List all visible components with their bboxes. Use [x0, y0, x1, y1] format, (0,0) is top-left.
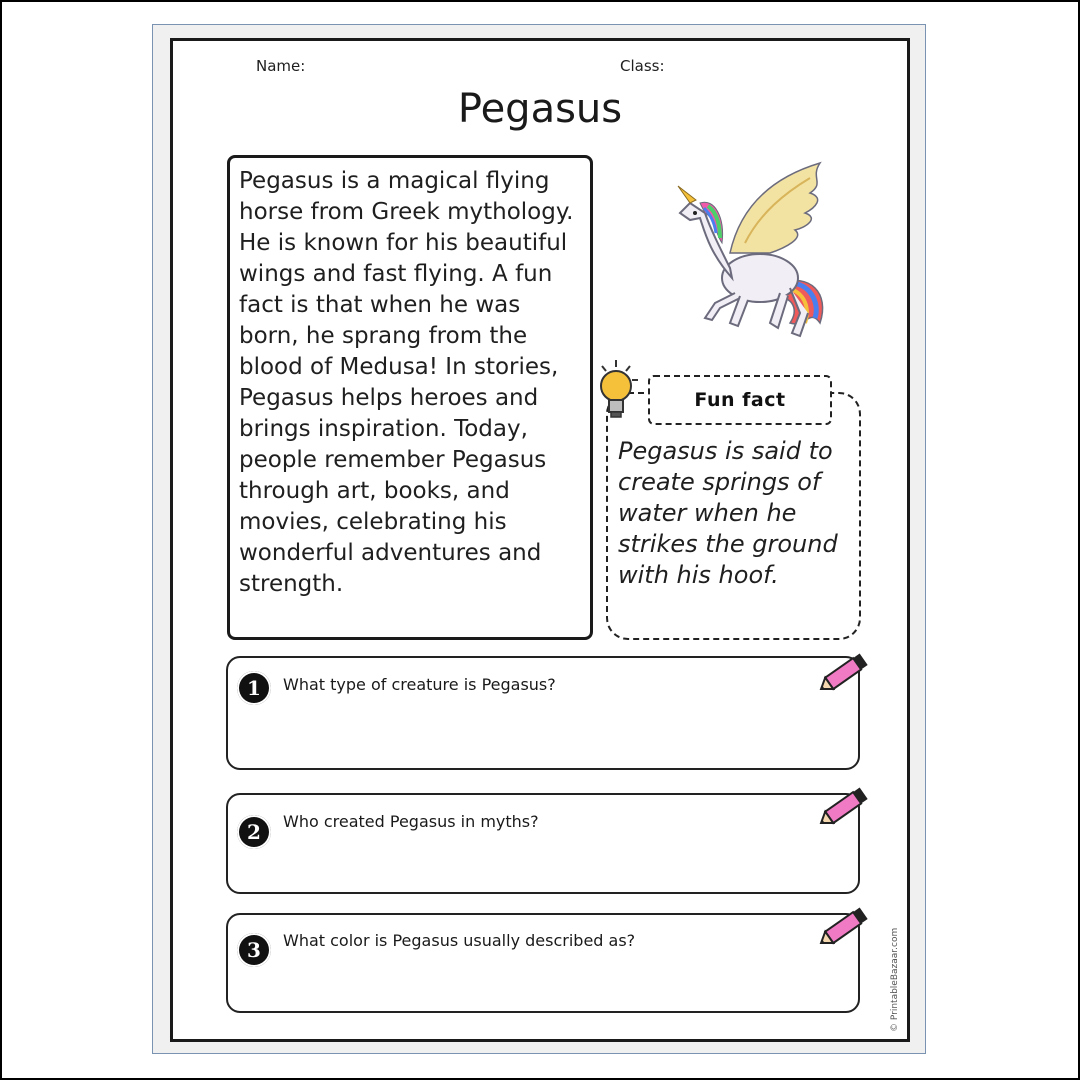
question-1-text: What type of creature is Pegasus? [283, 675, 556, 694]
name-label: Name: [256, 57, 306, 75]
question-3-answer-box[interactable] [226, 913, 860, 1013]
question-2-answer-box[interactable] [226, 793, 860, 894]
fun-fact-text: Pegasus is said to create springs of water when he strikes the ground with his hoof. [618, 437, 838, 589]
horn [678, 186, 696, 203]
class-label: Class: [620, 57, 665, 75]
question-1-number: 1 [237, 671, 271, 705]
question-2-number: 2 [237, 815, 271, 849]
lightbulb-icon [594, 358, 644, 422]
fun-fact-label: Fun fact [648, 375, 832, 425]
question-1-answer-box[interactable] [226, 656, 860, 770]
story-text: Pegasus is a magical flying horse from Greek mythology. He is known for his beautiful wings and fast flying. A fun fact is that when he was born, he sprang from the blood of Medusa! In stories, Pegasus helps heroes and brings inspiration. Today, people remember Pegasus through art, books, and movies, celebrating his wonderful adventures and strength. [239, 168, 574, 597]
question-3-number: 3 [237, 933, 271, 967]
wing [730, 163, 820, 253]
page-title: Pegasus [457, 86, 623, 132]
question-2-text: Who created Pegasus in myths? [283, 812, 539, 831]
question-3-text: What color is Pegasus usually described as? [283, 931, 636, 950]
pencil-icon [816, 904, 872, 950]
pencil-icon [816, 784, 872, 830]
pegasus-illustration [660, 158, 835, 348]
story-box [227, 155, 593, 640]
copyright-notice: © PrintableBazaar.com [890, 927, 900, 1032]
pencil-icon [816, 650, 872, 696]
